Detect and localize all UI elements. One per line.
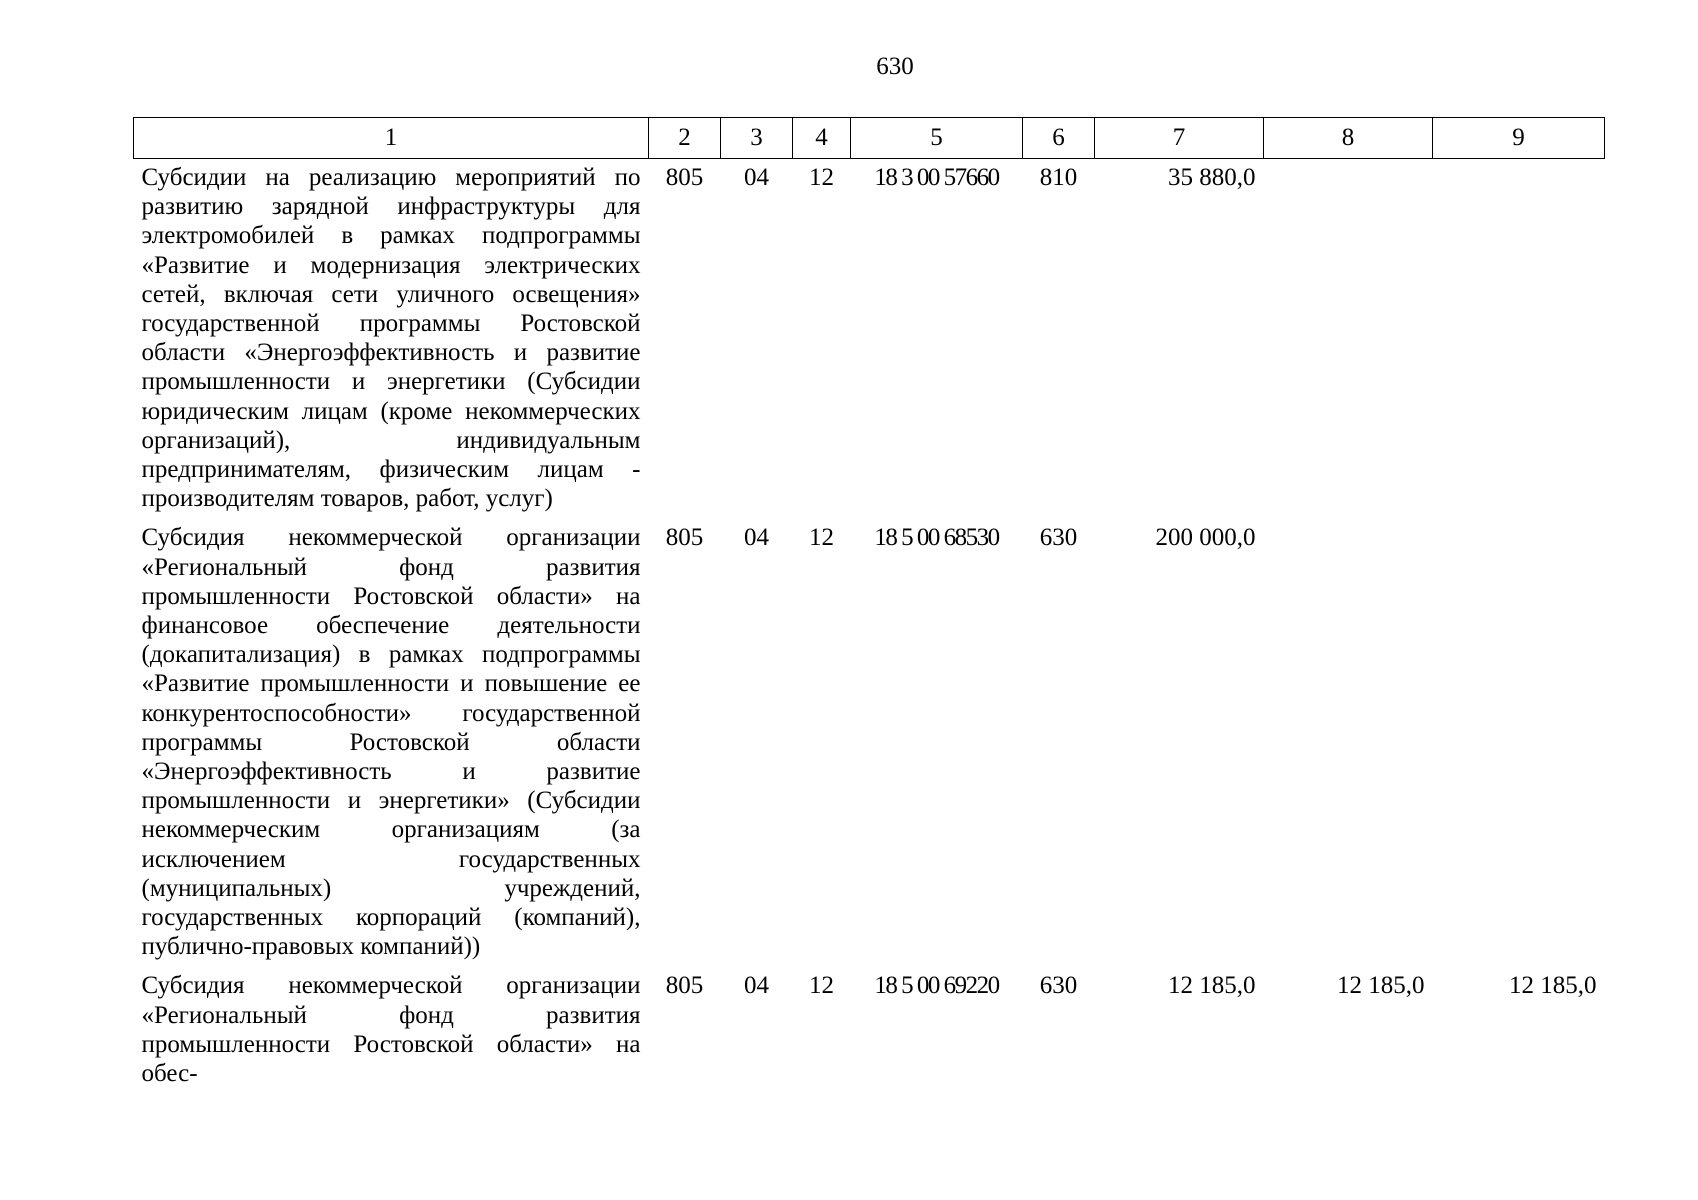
target-article-code: 18 5 00 69220 — [874, 972, 999, 1000]
amount-year-2 — [1264, 519, 1433, 967]
column-header-8: 8 — [1264, 118, 1433, 159]
page-number: 630 — [876, 53, 914, 80]
column-header-9: 9 — [1433, 118, 1605, 159]
subsection-code: 12 — [809, 164, 834, 191]
table-row — [134, 519, 1605, 967]
section-code: 04 — [744, 972, 769, 1000]
section-code: 04 — [744, 164, 769, 191]
amount-year-3 — [1433, 159, 1605, 520]
column-header-7: 7 — [1095, 118, 1264, 159]
amount-year-1: 35 880,0 — [1168, 164, 1256, 191]
expense-type-code: 630 — [1039, 524, 1078, 552]
target-article-code: 18 5 00 68530 — [874, 524, 999, 552]
expense-type-code: 630 — [1039, 972, 1078, 1000]
expense-name: Субсидия некоммерческой организации «Региональный фонд развития промышленности Ростовской области» на финансовое обеспечение деятельности (докапитализация) в рамках подпрограммы «Развитие промышленности и повышение ее конкурентоспособности» государственной программы Ростовской области «Энергоэффективность и развитие промышленности и энергетики» (Субсидии некоммерческим организациям (за исключением государственных (муниципальных) учреждений, государственных корпораций (компаний), публично-правовых компаний)) — [141, 524, 641, 961]
amount-year-1: 200 000,0 — [1155, 524, 1256, 552]
amount-year-3: 12 185,0 — [1509, 972, 1597, 1000]
ministry-code: 805 — [665, 164, 704, 191]
amount-year-2: 12 185,0 — [1337, 972, 1425, 1000]
column-header-2: 2 — [649, 118, 721, 159]
table-row — [134, 967, 1605, 1088]
column-header-5: 5 — [851, 118, 1023, 159]
ministry-code: 805 — [665, 972, 704, 1000]
amount-year-1: 12 185,0 — [1168, 972, 1256, 1000]
target-article-code: 18 3 00 57660 — [874, 164, 999, 191]
header-row — [134, 118, 1605, 159]
subsection-code: 12 — [809, 972, 834, 1000]
table-row — [134, 159, 1605, 520]
expense-type-code: 810 — [1039, 164, 1078, 191]
expense-name: Субсидии на реализацию мероприятий по развитию зарядной инфраструктуры для электромобилей в рамках подпрограммы «Развитие и модернизация электрических сетей, включая сети уличного освещения» государственной программы Ростовской области «Энергоэффективность и развитие промышленности и энергетики (Субсидии юридическим лицам (кроме некоммерческих организаций), индивидуальным предпринимателям, физическим лицам - производителям товаров, работ, услуг) — [141, 164, 641, 513]
column-header-6: 6 — [1023, 118, 1095, 159]
expense-name: Субсидия некоммерческой организации «Региональный фонд развития промышленности Ростовской области» на обес- — [141, 972, 641, 1088]
column-header-1: 1 — [134, 118, 649, 159]
amount-year-3 — [1433, 519, 1605, 967]
budget-table — [133, 117, 1605, 1088]
section-code: 04 — [744, 524, 769, 552]
column-header-4: 4 — [793, 118, 851, 159]
ministry-code: 805 — [665, 524, 704, 552]
column-header-3: 3 — [721, 118, 793, 159]
subsection-code: 12 — [809, 524, 834, 552]
amount-year-2 — [1264, 159, 1433, 520]
